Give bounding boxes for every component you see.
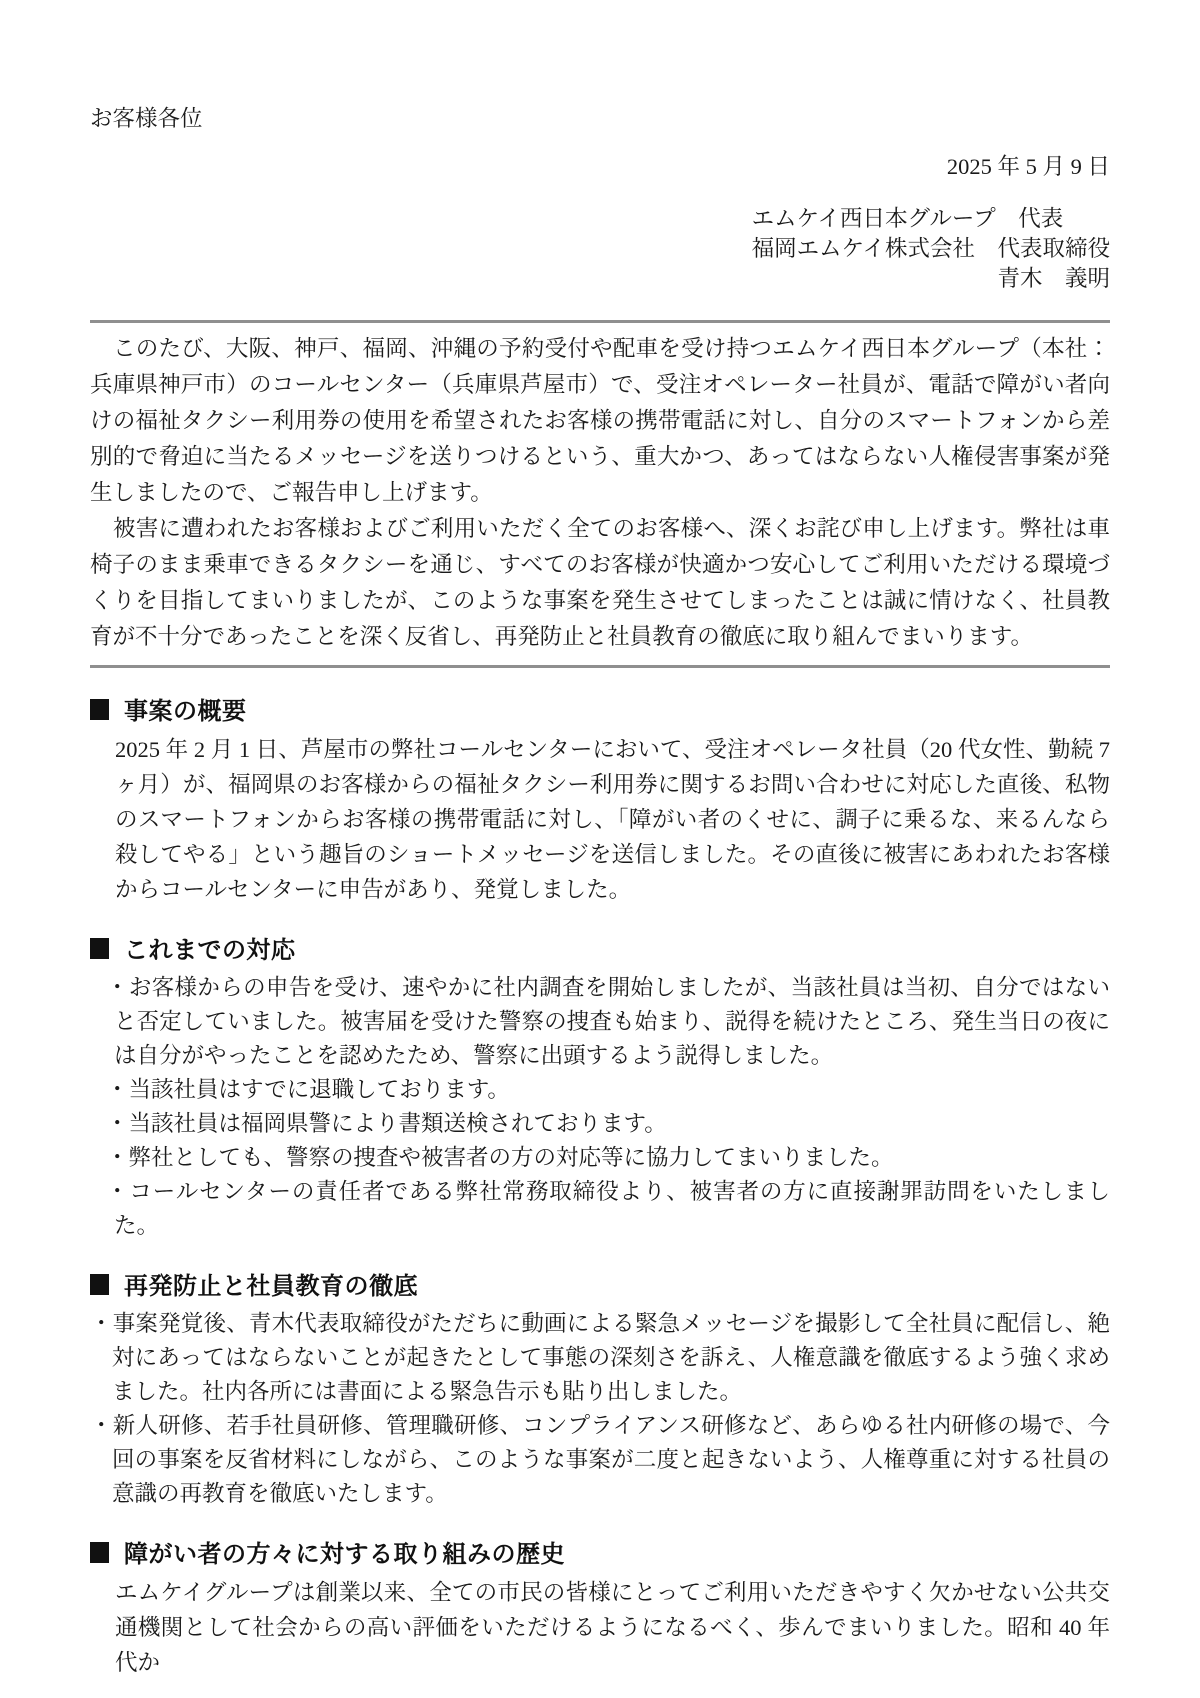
- section-title-text: 再発防止と社員教育の徹底: [124, 1273, 418, 1300]
- section-marker-icon: [90, 1542, 109, 1563]
- list-item-text: 当該社員はすでに退職しております。: [128, 1077, 510, 1102]
- list-item-text: コールセンターの責任者である弊社常務取締役より、被害者の方に直接謝罪訪問をいたしました。: [114, 1179, 1110, 1238]
- section-title: [90, 696, 1110, 727]
- bullet-list: [90, 971, 1110, 1243]
- section-actions-taken: [90, 935, 1110, 1243]
- list-item: [90, 1307, 1110, 1409]
- intro-paragraph: このたび、大阪、神戸、福岡、沖縄の予約受付や配車を受け持つエムケイ西日本グループ（本社：兵庫県神戸市）のコールセンター（兵庫県芦屋市）で、受注オペレーター社員が、電話で障がい者向けの福祉タクシー利用券の使用を希望されたお客様の携帯電話に対し、自分のスマートフォンから差別的で脅迫に当たるメッセージを送りつけるという、重大かつ、あってはならない人権侵害事案が発生しましたので、ご報告申し上げます。: [90, 336, 1110, 505]
- list-item: [90, 1175, 1110, 1243]
- section-body: エムケイグループは創業以来、全ての市民の皆様にとってご利用いただきやすく欠かせない公共交通機関として社会からの高い評価をいただけるようになるべく、歩んでまいりました。昭和 40 年代か: [115, 1580, 1110, 1675]
- section-title-text: 事案の概要: [124, 698, 247, 725]
- list-item: [90, 1107, 1110, 1141]
- section-title-text: 障がい者の方々に対する取り組みの歴史: [124, 1541, 565, 1568]
- list-item: [90, 1073, 1110, 1107]
- section-title: [90, 1539, 1110, 1570]
- list-item: [90, 1409, 1110, 1511]
- section-marker-icon: [90, 699, 109, 720]
- divider-bottom: [90, 665, 1110, 668]
- section-title: [90, 1271, 1110, 1302]
- bullet-icon: ・: [90, 1311, 113, 1336]
- intro-block: [90, 323, 1110, 665]
- list-item-text: 弊社としても、警察の捜査や被害者の方の対応等に協力してまいりました。: [128, 1145, 894, 1170]
- signature-name: 青木 義明: [997, 266, 1110, 291]
- bullet-icon: ・: [106, 1077, 129, 1102]
- section-title: [90, 935, 1110, 966]
- signature-company: 福岡エムケイ株式会社 代表取締役: [751, 236, 1110, 261]
- bullet-icon: ・: [106, 1179, 130, 1204]
- section-title-text: これまでの対応: [124, 937, 296, 964]
- section-marker-icon: [90, 938, 109, 959]
- list-item-text: 当該社員は福岡県警により書類送検されております。: [128, 1111, 667, 1136]
- section-marker-icon: [90, 1274, 109, 1295]
- signature-org: エムケイ西日本グループ 代表: [751, 206, 1064, 231]
- date: 2025 年 5 月 9 日: [946, 154, 1110, 179]
- list-item-text: お客様からの申告を受け、速やかに社内調査を開始しましたが、当該社員は当初、自分ではないと否定していました。被害届を受けた警察の捜査も始まり、説得を続けたところ、発生当日の夜には自分がやったことを認めたため、警察に出頭するよう説得しました。: [114, 975, 1110, 1068]
- section-prevention: [90, 1271, 1110, 1511]
- bullet-list: [90, 1307, 1110, 1511]
- bullet-icon: ・: [106, 1145, 129, 1170]
- salutation: お客様各位: [90, 106, 203, 131]
- section-history: [90, 1539, 1110, 1680]
- bullet-icon: ・: [90, 1413, 113, 1438]
- bullet-icon: ・: [106, 1111, 129, 1136]
- section-body: 2025 年 2 月 1 日、芦屋市の弊社コールセンターにおいて、受注オペレータ社員（20 代女性、勤続 7 ヶ月）が、福岡県のお客様からの福祉タクシー利用券に関するお問い合わせに対応した直後、私物のスマートフォンからお客様の携帯電話に対し、「障がい者のくせに、調子に乗るな、来るんなら殺してやる」という趣旨のショートメッセージを送信しました。その直後に被害にあわれたお客様からコールセンターに申告があり、発覚しました。: [115, 737, 1110, 902]
- list-item-text: 新人研修、若手社員研修、管理職研修、コンプライアンス研修など、あらゆる社内研修の場で、今回の事案を反省材料にしながら、このような事案が二度と起きないよう、人権尊重に対する社員の意識の再教育を徹底いたします。: [112, 1413, 1110, 1506]
- list-item: [90, 1141, 1110, 1175]
- section-incident-summary: [90, 696, 1110, 907]
- intro-paragraph: 被害に遭われたお客様およびご利用いただく全てのお客様へ、深くお詫び申し上げます。弊社は車椅子のまま乗車できるタクシーを通じ、すべてのお客様が快適かつ安心してご利用いただける環境づくりを目指してまいりましたが、このような事案を発生させてしまったことは誠に情けなく、社員教育が不十分であったことを深く反省し、再発防止と社員教育の徹底に取り組んでまいります。: [90, 516, 1110, 649]
- list-item-text: 事案発覚後、青木代表取締役がただちに動画による緊急メッセージを撮影して全社員に配信し、絶対にあってはならないことが起きたとして事態の深刻さを訴え、人権意識を徹底するよう強く求めました。社内各所には書面による緊急告示も貼り出しました。: [112, 1311, 1110, 1404]
- list-item: [90, 971, 1110, 1073]
- signature-block: [90, 204, 1110, 294]
- bullet-icon: ・: [106, 975, 129, 1000]
